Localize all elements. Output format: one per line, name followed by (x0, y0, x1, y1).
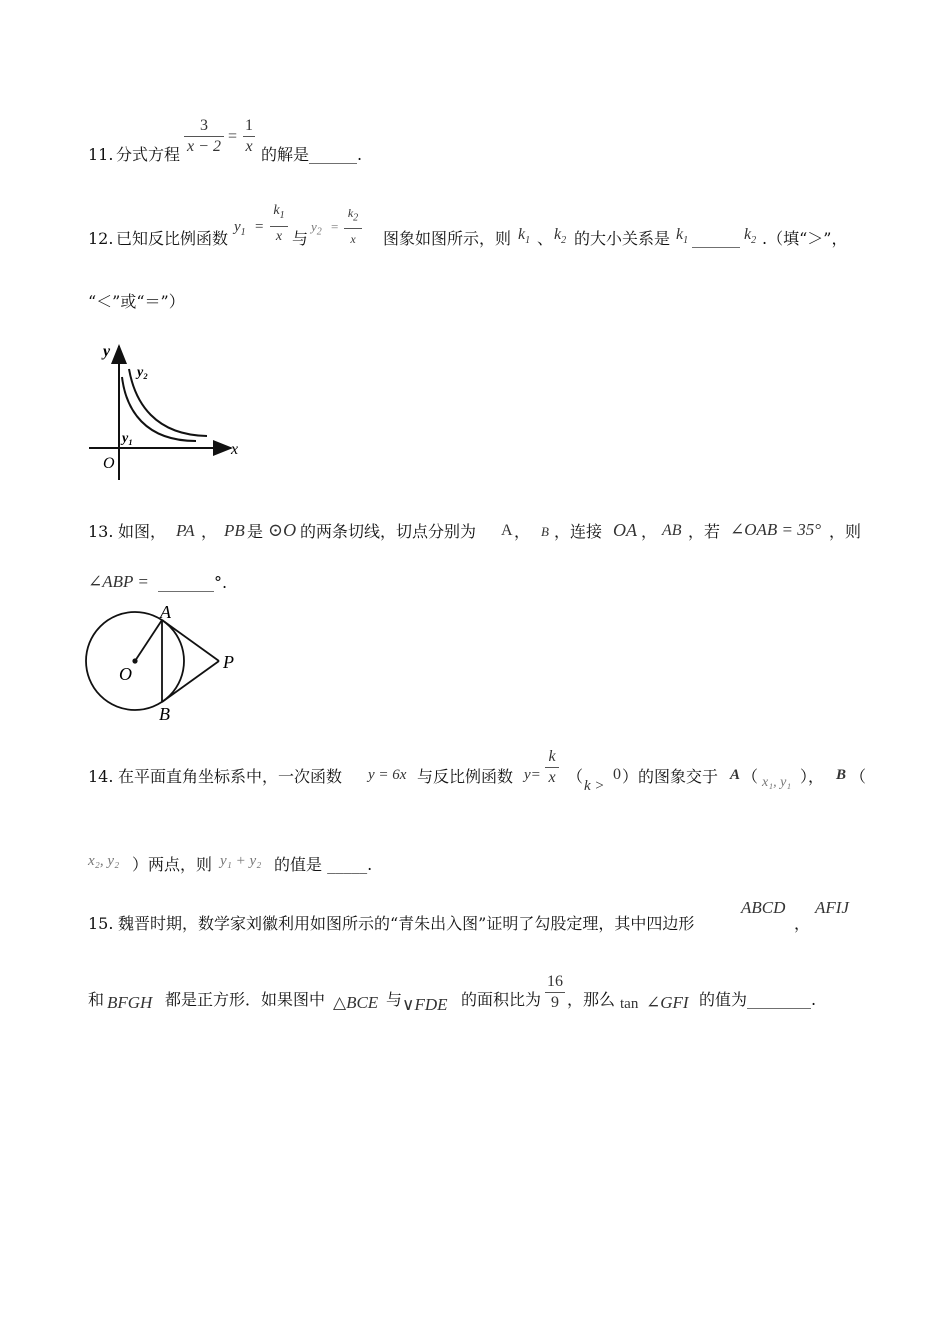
point-A: A (730, 767, 741, 783)
fraction-numerator: 1 (245, 117, 253, 134)
k1-symbol: $k_1$ (518, 226, 531, 247)
fraction-16-over-9 (545, 973, 565, 1012)
condition-zero: 0 (613, 766, 621, 783)
x-axis-label: x (231, 441, 239, 458)
question-number: 13. (88, 522, 114, 541)
answer-blank[interactable]: ______ (692, 229, 740, 248)
segment-PA: PA (176, 521, 195, 540)
punctuation: （ (567, 767, 584, 786)
question-text: ，连接 (554, 522, 603, 541)
point-P-label: P (223, 652, 234, 672)
y2-symbol: $y_2$ (311, 219, 322, 238)
y-axis-label: y (103, 343, 111, 360)
triangle-FDE: ∨FDE (402, 995, 448, 1014)
triangle-BCE: △BCE (333, 993, 379, 1012)
fraction-numerator: k (273, 203, 280, 218)
question-text: 和 (88, 990, 105, 1009)
fraction-1-over-x (243, 117, 255, 156)
k1-symbol: $k_1$ (676, 226, 689, 247)
question-number: 11. (88, 145, 114, 164)
segment-OA: OA (613, 520, 637, 540)
point-A-label: A (160, 602, 171, 622)
question-text: “＜”或“＝”） (88, 292, 185, 311)
question-number: 14. (88, 767, 114, 786)
center-point (132, 658, 137, 663)
question-text: 分式方程 (116, 145, 181, 164)
question-number: 12. (88, 229, 114, 248)
question-text: ，若 (688, 522, 721, 541)
question-text: 的解是______. (261, 145, 363, 164)
fraction-denominator: x − 2 (187, 138, 221, 155)
punctuation: （ (742, 767, 759, 786)
question-text: ，那么 (567, 990, 616, 1009)
answer-blank[interactable]: 的值为________. (699, 990, 817, 1009)
fraction-numerator: 3 (200, 117, 208, 134)
k2-symbol: $k_2$ (554, 226, 567, 247)
circle-O: ⊙O (268, 520, 297, 540)
punctuation: ）， (800, 767, 825, 786)
square-ABCD: ABCD (741, 898, 786, 917)
answer-blank[interactable]: _______°. (158, 573, 228, 592)
fraction-denominator: x (350, 232, 356, 247)
sum-expression: y₁ + y₂ (220, 853, 262, 869)
tangent-PA (162, 620, 219, 661)
question-text: 图象如图所示，则 (383, 229, 512, 248)
fraction-k-over-x (545, 748, 559, 787)
question-text: 如图， (118, 522, 167, 541)
fraction-denominator: x (548, 769, 556, 786)
punctuation: ， (794, 914, 811, 933)
curve-y2-label: y₂ (137, 365, 149, 380)
punctuation: ， (201, 522, 218, 541)
origin-label: O (103, 455, 115, 472)
point-A-coordinates: x₁, y₁ (762, 775, 792, 790)
question-text: .（填“＞”， (762, 229, 848, 248)
segment-AB: AB (662, 522, 682, 539)
y1-symbol: $y_1$ (234, 219, 246, 238)
square-BFGH: BFGH (107, 993, 153, 1012)
question-text: ，则 (829, 522, 862, 541)
linear-function: y = 6x (368, 767, 407, 783)
angle-ABP: ∠ABP = (88, 572, 149, 591)
punctuation: ， (641, 522, 658, 541)
question-text: 是 (247, 522, 264, 541)
point-B-coordinates: x₂, y₂ (88, 853, 120, 869)
question-text: 的面积比为 (461, 990, 542, 1009)
inverse-function-lhs: y= (524, 767, 541, 783)
fraction-3-over-x-minus-2 (184, 117, 224, 156)
question-text: 的大小关系是 (574, 229, 671, 248)
fraction-k1-over-x: $k_1$ x (270, 202, 288, 246)
tangent-PB (162, 661, 219, 702)
point-B: B (541, 524, 549, 539)
curve-y1-label: y₁ (122, 431, 134, 446)
question-text: ）两点，则 (132, 855, 213, 874)
tan-function: tan (620, 996, 639, 1012)
angle-condition: ∠OAB = 35° (730, 520, 822, 539)
circle-tangent-figure (80, 598, 250, 726)
fraction-denominator: x (245, 138, 253, 155)
equals-sign: = (228, 128, 238, 145)
square-AFIJ: AFIJ (815, 898, 849, 917)
question-text: 的两条切线，切点分别为 (300, 522, 477, 541)
punctuation: ， (514, 522, 531, 541)
question-text: 与 (292, 229, 309, 248)
point-A: A (501, 522, 513, 539)
fraction-numerator: k (347, 206, 354, 220)
equals-sign: = (255, 219, 264, 235)
fraction-k2-over-x: $k_2$ x (344, 204, 362, 248)
question-text: 在平面直角坐标系中，一次函数 (118, 767, 343, 786)
question-number: 15. (88, 914, 114, 933)
question-text: 与反比例函数 (417, 767, 514, 786)
question-text: 、 (537, 229, 554, 248)
answer-blank[interactable]: 的值是 _____. (274, 855, 373, 874)
point-O-label: O (119, 664, 132, 684)
point-B-label: B (159, 704, 170, 724)
question-text: ）的图象交于 (622, 767, 719, 786)
condition-k: k > (584, 778, 605, 794)
question-text: 与 (386, 990, 403, 1009)
fraction-numerator: 16 (547, 973, 563, 990)
hyperbola-graph (85, 338, 245, 483)
question-text: 都是正方形．如果图中 (165, 990, 326, 1009)
angle-GFI: ∠GFI (646, 993, 689, 1012)
question-text: 已知反比例函数 (116, 229, 229, 248)
punctuation: （ (850, 767, 867, 786)
fraction-numerator: k (548, 748, 556, 765)
equals-sign: = (331, 219, 339, 234)
point-B: B (836, 767, 847, 783)
k2-symbol: $k_2$ (744, 226, 757, 247)
fraction-denominator: 9 (551, 994, 559, 1011)
fraction-denominator: x (275, 228, 283, 244)
radius-OA (135, 620, 162, 661)
question-text: 魏晋时期，数学家刘徽利用如图所示的“青朱出入图”证明了勾股定理，其中四边形 (118, 914, 695, 933)
segment-PB: PB (224, 521, 245, 540)
